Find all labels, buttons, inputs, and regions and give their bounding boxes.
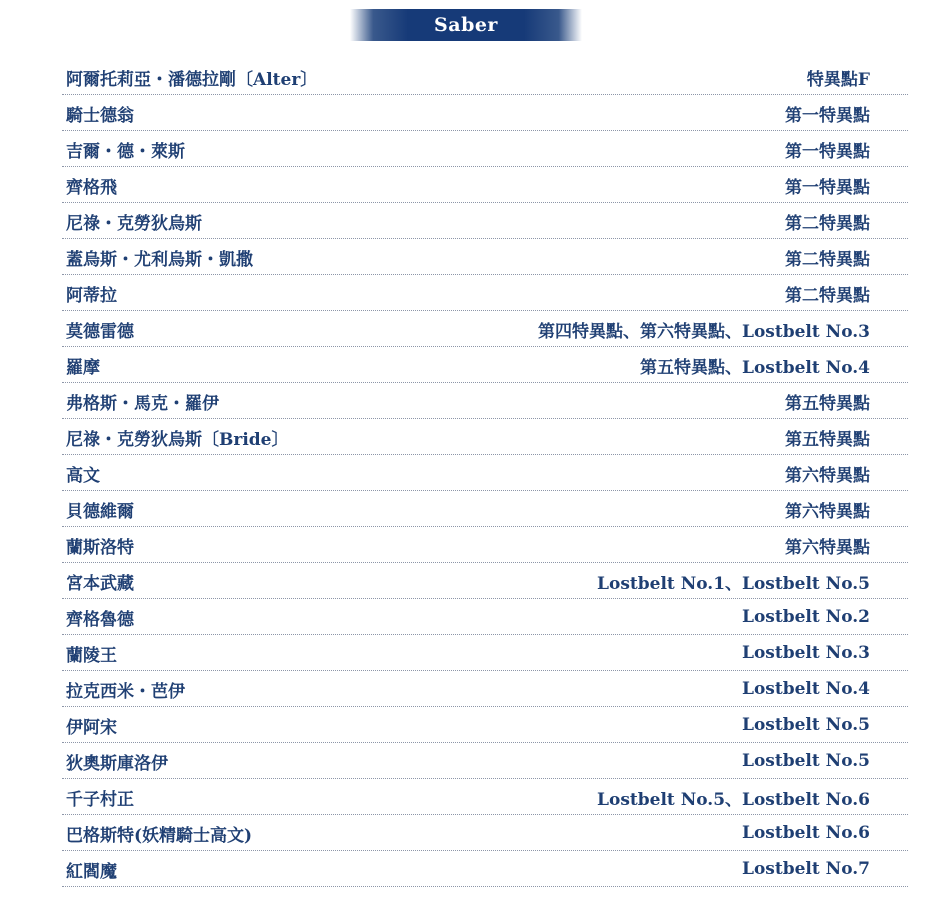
singularity-label: 第一特異點	[785, 177, 870, 198]
list-item	[62, 312, 908, 347]
singularity-label: 第二特異點	[785, 285, 870, 306]
list-item	[62, 816, 908, 851]
singularity-label: Lostbelt No.4	[742, 679, 870, 699]
list-item	[62, 420, 908, 455]
list-item	[62, 672, 908, 707]
servant-name: 尼祿・克勞狄烏斯	[66, 213, 202, 234]
list-item	[62, 852, 908, 887]
singularity-label: Lostbelt No.7	[742, 859, 870, 879]
list-item	[62, 348, 908, 383]
singularity-label: Lostbelt No.2	[742, 607, 870, 627]
list-item	[62, 276, 908, 311]
singularity-label: Lostbelt No.5、Lostbelt No.6	[597, 789, 870, 810]
servant-name: 齊格魯德	[66, 609, 134, 630]
servant-name: 蘭斯洛特	[66, 537, 134, 558]
singularity-label: Lostbelt No.3	[742, 643, 870, 663]
list-item	[62, 600, 908, 635]
servant-name: 蘭陵王	[66, 645, 117, 666]
servant-name: 紅閻魔	[66, 861, 117, 882]
list-item	[62, 240, 908, 275]
servant-name: 莫德雷德	[66, 321, 134, 342]
servant-name: 阿爾托莉亞・潘德拉剛〔Alter〕	[66, 69, 318, 90]
list-item	[62, 528, 908, 563]
list-item	[62, 492, 908, 527]
singularity-label: 第五特異點、Lostbelt No.4	[640, 357, 870, 378]
servant-name: 千子村正	[66, 789, 134, 810]
servant-name: 齊格飛	[66, 177, 117, 198]
list-item	[62, 456, 908, 491]
servant-name: 阿蒂拉	[66, 285, 117, 306]
servant-name: 蓋烏斯・尤利烏斯・凱撒	[66, 249, 253, 270]
servant-name: 吉爾・德・萊斯	[66, 141, 185, 162]
singularity-label: 第一特異點	[785, 141, 870, 162]
list-item	[62, 744, 908, 779]
servant-name: 宮本武藏	[66, 573, 134, 594]
list-item	[62, 708, 908, 743]
list-item	[62, 564, 908, 599]
servant-name: 高文	[66, 465, 100, 486]
list-item	[62, 384, 908, 419]
singularity-label: Lostbelt No.5	[742, 751, 870, 771]
singularity-label: 第二特異點	[785, 213, 870, 234]
singularity-label: 第六特異點	[785, 465, 870, 486]
singularity-label: Lostbelt No.6	[742, 823, 870, 843]
list-item	[62, 780, 908, 815]
class-header-bar	[350, 9, 582, 41]
singularity-label: 第五特異點	[785, 429, 870, 450]
singularity-label: 第二特異點	[785, 249, 870, 270]
singularity-label: Lostbelt No.5	[742, 715, 870, 735]
singularity-label: 特異點F	[806, 69, 870, 90]
list-item	[62, 96, 908, 131]
list-item	[62, 132, 908, 167]
servant-name: 巴格斯特(妖精騎士高文)	[66, 825, 253, 846]
class-title: Saber	[434, 14, 498, 36]
servant-name: 尼祿・克勞狄烏斯〔Bride〕	[66, 429, 289, 450]
servant-name: 羅摩	[66, 357, 100, 378]
singularity-label: 第一特異點	[785, 105, 870, 126]
singularity-label: 第五特異點	[785, 393, 870, 414]
list-item	[62, 636, 908, 671]
servant-name: 拉克西米・芭伊	[66, 681, 185, 702]
servant-name: 騎士德翁	[66, 105, 134, 126]
servant-name: 弗格斯・馬克・羅伊	[66, 393, 219, 414]
list-item	[62, 168, 908, 203]
singularity-label: 第四特異點、第六特異點、Lostbelt No.3	[538, 321, 870, 342]
list-item	[62, 60, 908, 95]
singularity-label: 第六特異點	[785, 537, 870, 558]
servant-list	[62, 60, 908, 888]
singularity-label: 第六特異點	[785, 501, 870, 522]
list-item	[62, 204, 908, 239]
servant-name: 伊阿宋	[66, 717, 117, 738]
servant-name: 狄奧斯庫洛伊	[66, 753, 168, 774]
singularity-label: Lostbelt No.1、Lostbelt No.5	[597, 573, 870, 594]
servant-name: 貝德維爾	[66, 501, 134, 522]
